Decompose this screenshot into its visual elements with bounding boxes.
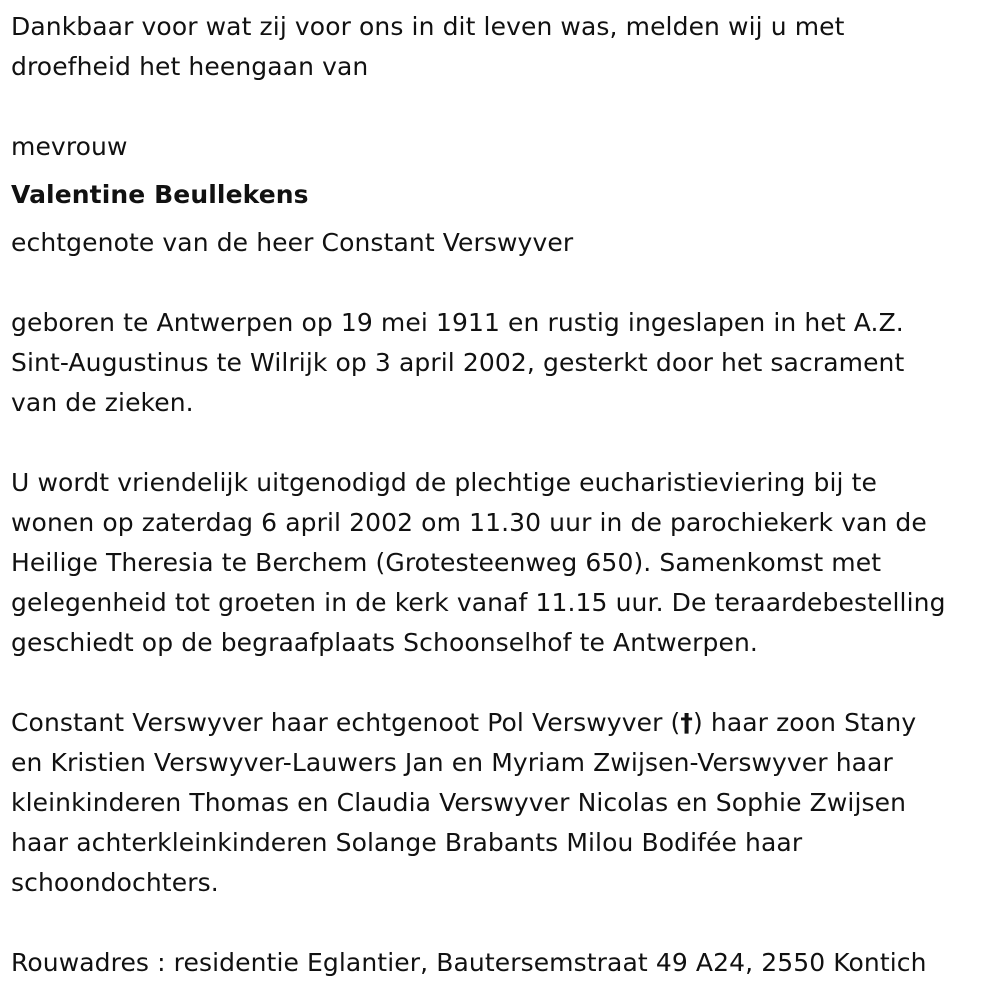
ceremony-line: U wordt vriendelijk uitgenodigd de plechtige eucharistieviering bij te	[11, 468, 878, 497]
spacer	[11, 263, 991, 303]
death-notice	[11, 7, 991, 983]
family-line	[11, 703, 991, 743]
intro-line: droefheid het heengaan van	[11, 52, 369, 81]
birth-death-line: Sint-Augustinus te Wilrijk op 3 april 2002, gesterkt door het sacrament	[11, 348, 905, 377]
spacer	[11, 423, 991, 463]
family-line-end: ) haar zoon Stany	[692, 708, 917, 737]
intro-paragraph	[11, 7, 991, 87]
cross-icon: †	[680, 708, 693, 737]
family-line: haar achterkleinkinderen Solange Brabants Milou Bodifée haar	[11, 828, 803, 857]
family-line: kleinkinderen Thomas en Claudia Verswyver Nicolas en Sophie Zwijsen	[11, 788, 907, 817]
birth-death-paragraph	[11, 303, 991, 423]
family-line: schoondochters.	[11, 868, 219, 897]
mourning-address: Rouwadres : residentie Eglantier, Bautersemstraat 49 A24, 2550 Kontich	[11, 948, 927, 977]
ceremony-line: wonen op zaterdag 6 april 2002 om 11.30 uur in de parochiekerk van de	[11, 508, 927, 537]
ceremony-paragraph	[11, 463, 991, 663]
spacer	[11, 87, 991, 127]
family-paragraph	[11, 703, 991, 903]
spacer	[11, 167, 991, 175]
spouse-line: echtgenote van de heer Constant Verswyver	[11, 228, 574, 257]
ceremony-line: gelegenheid tot groeten in de kerk vanaf 11.15 uur. De teraardebestelling	[11, 588, 946, 617]
ceremony-line: Heilige Theresia te Berchem (Grotesteenweg 650). Samenkomst met	[11, 548, 882, 577]
intro-line: Dankbaar voor wat zij voor ons in dit leven was, melden wij u met	[11, 12, 845, 41]
ceremony-line: geschiedt op de begraafplaats Schoonselhof te Antwerpen.	[11, 628, 758, 657]
family-line-start: Constant Verswyver haar echtgenoot Pol Verswyver (	[11, 708, 681, 737]
birth-death-line: geboren te Antwerpen op 19 mei 1911 en rustig ingeslapen in het A.Z.	[11, 308, 904, 337]
spacer	[11, 215, 991, 223]
deceased-title: mevrouw	[11, 132, 128, 161]
spacer	[11, 903, 991, 943]
birth-death-line: van de zieken.	[11, 388, 194, 417]
spacer	[11, 663, 991, 703]
family-line: en Kristien Verswyver-Lauwers Jan en Myriam Zwijsen-Verswyver haar	[11, 748, 893, 777]
deceased-name: Valentine Beullekens	[11, 180, 309, 209]
